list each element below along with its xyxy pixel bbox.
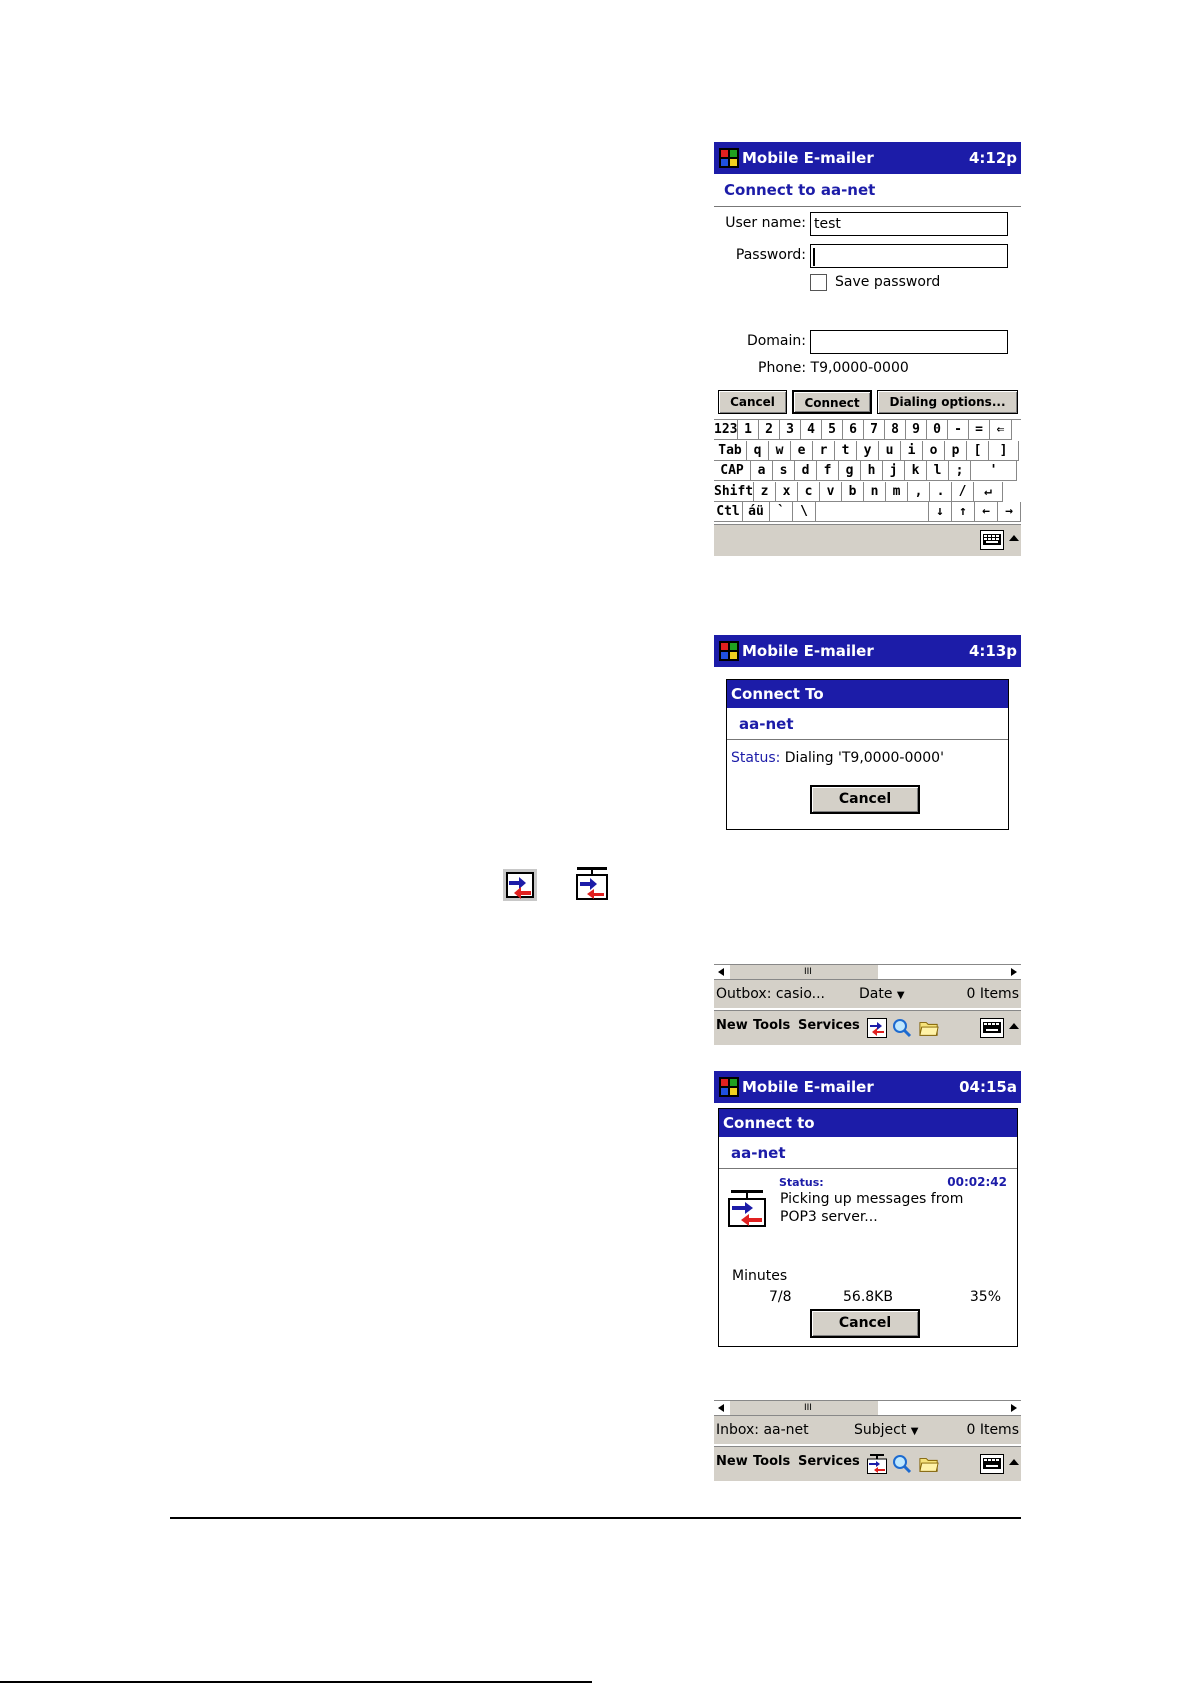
title-bar (714, 635, 1021, 667)
key[interactable]: h (861, 461, 883, 481)
space-key[interactable] (816, 502, 929, 522)
sort-label: Date (859, 986, 893, 1002)
progress-size: 56.8KB (843, 1289, 893, 1305)
scroll-left-icon[interactable] (718, 1404, 724, 1412)
search-icon[interactable] (892, 1454, 912, 1474)
divider (714, 206, 1021, 207)
key[interactable]: 5 (822, 420, 843, 440)
elapsed-time: 00:02:42 (947, 1175, 1007, 1189)
menu-bar (714, 1446, 1021, 1481)
menu-services[interactable]: Services (798, 1018, 860, 1033)
title-bar (714, 1071, 1021, 1103)
key[interactable]: ← (975, 502, 998, 522)
horizontal-scrollbar[interactable] (714, 1400, 1021, 1416)
domain-field[interactable] (810, 330, 1008, 354)
footer-divider (0, 1681, 592, 1683)
item-count: 0 Items (966, 1422, 1019, 1438)
key[interactable]: 0 (927, 420, 948, 440)
key[interactable]: n (864, 482, 886, 502)
key[interactable]: p (945, 441, 967, 461)
dialing-options-button[interactable]: Dialing options... (877, 390, 1018, 414)
key[interactable]: 6 (843, 420, 864, 440)
key[interactable]: i (901, 441, 923, 461)
status-row (731, 750, 944, 766)
sort-selector[interactable] (854, 1422, 919, 1438)
clock[interactable]: 4:13p (968, 642, 1017, 660)
key[interactable]: ' (971, 461, 1017, 481)
key[interactable]: 123 (714, 420, 738, 440)
password-label: Password: (735, 247, 806, 263)
phone-row (758, 360, 909, 376)
connect-button[interactable]: Connect (792, 390, 872, 414)
screen-connect-form (714, 142, 1021, 556)
screen-dialing (714, 635, 1021, 1047)
item-count: 0 Items (966, 986, 1019, 1002)
windows-flag-icon[interactable] (718, 640, 740, 662)
minutes-label: Minutes (732, 1268, 788, 1284)
key[interactable]: / (952, 482, 974, 502)
sort-label: Subject (854, 1422, 907, 1438)
key[interactable]: áü (743, 502, 770, 522)
page-title: Connect to aa-net (724, 181, 876, 199)
key[interactable]: Shift (714, 482, 754, 502)
key[interactable]: t (835, 441, 857, 461)
key[interactable]: 4 (801, 420, 822, 440)
progress-count: 7/8 (769, 1289, 792, 1305)
connect-icon (503, 869, 537, 901)
key[interactable]: 9 (906, 420, 927, 440)
key[interactable]: q (747, 441, 769, 461)
folder-icon[interactable] (919, 1018, 939, 1038)
key[interactable]: x (776, 482, 798, 502)
clock[interactable]: 4:12p (968, 149, 1017, 167)
key[interactable]: . (930, 482, 952, 502)
screen-receiving (714, 1071, 1021, 1483)
keyboard-icon[interactable] (980, 1454, 1004, 1474)
key[interactable]: s (773, 461, 795, 481)
key[interactable]: CAP (714, 461, 751, 481)
folder-selector[interactable]: Outbox: casio... (716, 986, 825, 1002)
key[interactable]: ` (770, 502, 793, 522)
key[interactable]: b (842, 482, 864, 502)
app-title: Mobile E-mailer (742, 1078, 874, 1096)
grip-icon: III (804, 967, 812, 977)
status-line-2: POP3 server... (780, 1209, 878, 1225)
username-field[interactable]: test (810, 212, 1008, 236)
key[interactable]: 2 (759, 420, 780, 440)
key[interactable]: g (839, 461, 861, 481)
key[interactable]: r (813, 441, 835, 461)
phone-label: Phone: (758, 360, 807, 376)
cancel-button[interactable]: Cancel (810, 785, 920, 814)
connect-icon[interactable] (867, 1018, 887, 1038)
key[interactable]: = (969, 420, 990, 440)
key[interactable]: ⇐ (990, 420, 1012, 440)
title-bar (714, 142, 1021, 174)
key[interactable]: e (791, 441, 813, 461)
key[interactable]: m (886, 482, 908, 502)
folder-icon[interactable] (919, 1454, 939, 1474)
chevron-down-icon: ▼ (910, 1426, 919, 1437)
connect-network-icon (727, 1188, 767, 1228)
status-line-1: Picking up messages from (780, 1191, 964, 1207)
key[interactable]: [ (967, 441, 989, 461)
key[interactable]: u (879, 441, 901, 461)
menu-tools[interactable]: Tools (753, 1454, 791, 1469)
chevron-up-icon[interactable] (1009, 1023, 1019, 1029)
password-field[interactable] (810, 244, 1008, 268)
text-caret (813, 248, 815, 266)
menu-new[interactable]: New (716, 1454, 748, 1469)
key[interactable]: w (769, 441, 791, 461)
status-label: Status: (731, 750, 781, 766)
connect-dialog (726, 679, 1009, 830)
progress-percent: 35% (969, 1289, 1001, 1305)
key[interactable]: Ctl (714, 502, 743, 522)
divider (170, 1517, 1021, 1519)
sort-selector[interactable] (859, 986, 905, 1002)
keyboard-icon[interactable] (980, 1018, 1004, 1038)
key[interactable]: ] (989, 441, 1019, 461)
key[interactable]: , (908, 482, 930, 502)
menu-new[interactable]: New (716, 1018, 748, 1033)
save-password-checkbox[interactable] (810, 274, 827, 291)
connect-network-icon (575, 866, 609, 900)
folder-status-bar (714, 980, 1021, 1008)
folder-selector[interactable]: Inbox: aa-net (716, 1422, 809, 1438)
status-text: Dialing 'T9,0000-0000' (784, 750, 944, 766)
key[interactable]: d (795, 461, 817, 481)
dialog-title: Connect To (727, 680, 1008, 708)
windows-flag-icon[interactable] (718, 1076, 740, 1098)
menu-tools[interactable]: Tools (753, 1018, 791, 1033)
key[interactable]: 7 (864, 420, 885, 440)
sip-bar (714, 524, 1021, 556)
connect-network-icon[interactable] (867, 1454, 887, 1474)
key[interactable]: → (998, 502, 1021, 522)
key[interactable]: ↓ (929, 502, 952, 522)
key[interactable]: 8 (885, 420, 906, 440)
chevron-up-icon[interactable] (1009, 1459, 1019, 1465)
app-title: Mobile E-mailer (742, 149, 874, 167)
key[interactable]: l (927, 461, 949, 481)
windows-flag-icon[interactable] (718, 147, 740, 169)
cancel-button[interactable]: Cancel (810, 1309, 920, 1338)
key[interactable]: 3 (780, 420, 801, 440)
key[interactable]: a (751, 461, 773, 481)
domain-label: Domain: (746, 333, 806, 349)
key[interactable]: y (857, 441, 879, 461)
key[interactable]: z (754, 482, 776, 502)
key[interactable]: Tab (714, 441, 747, 461)
key[interactable]: 1 (738, 420, 759, 440)
phone-value: T9,0000-0000 (810, 360, 909, 376)
dialog-title: Connect to (719, 1109, 1017, 1137)
scroll-left-icon[interactable] (718, 968, 724, 976)
clock[interactable]: 04:15a (959, 1078, 1017, 1096)
key[interactable]: c (798, 482, 820, 502)
connect-dialog (718, 1108, 1018, 1347)
connection-name: aa-net (719, 1138, 1017, 1169)
app-title: Mobile E-mailer (742, 642, 874, 660)
cancel-button[interactable]: Cancel (718, 390, 787, 414)
save-password-label: Save password (835, 274, 941, 290)
menu-services[interactable]: Services (798, 1454, 860, 1469)
scroll-right-icon[interactable] (1011, 1404, 1017, 1412)
chevron-up-icon[interactable] (1009, 535, 1019, 541)
username-label: User name: (725, 215, 806, 231)
connection-name: aa-net (727, 709, 1008, 740)
soft-keyboard (714, 419, 1021, 524)
key[interactable]: o (923, 441, 945, 461)
key[interactable]: ↵ (974, 482, 1003, 502)
key[interactable]: k (905, 461, 927, 481)
status-label: Status: (779, 1176, 824, 1189)
menu-bar (714, 1010, 1021, 1045)
folder-status-bar (714, 1416, 1021, 1444)
key[interactable]: ; (949, 461, 971, 481)
key[interactable]: ↑ (952, 502, 975, 522)
search-icon[interactable] (892, 1018, 912, 1038)
grip-icon: III (804, 1403, 812, 1413)
key[interactable]: f (817, 461, 839, 481)
key[interactable]: v (820, 482, 842, 502)
scroll-right-icon[interactable] (1011, 968, 1017, 976)
key[interactable]: j (883, 461, 905, 481)
key[interactable]: \ (793, 502, 816, 522)
key[interactable]: - (948, 420, 969, 440)
chevron-down-icon: ▼ (896, 990, 905, 1001)
keyboard-icon[interactable] (980, 530, 1004, 550)
horizontal-scrollbar[interactable] (714, 964, 1021, 980)
